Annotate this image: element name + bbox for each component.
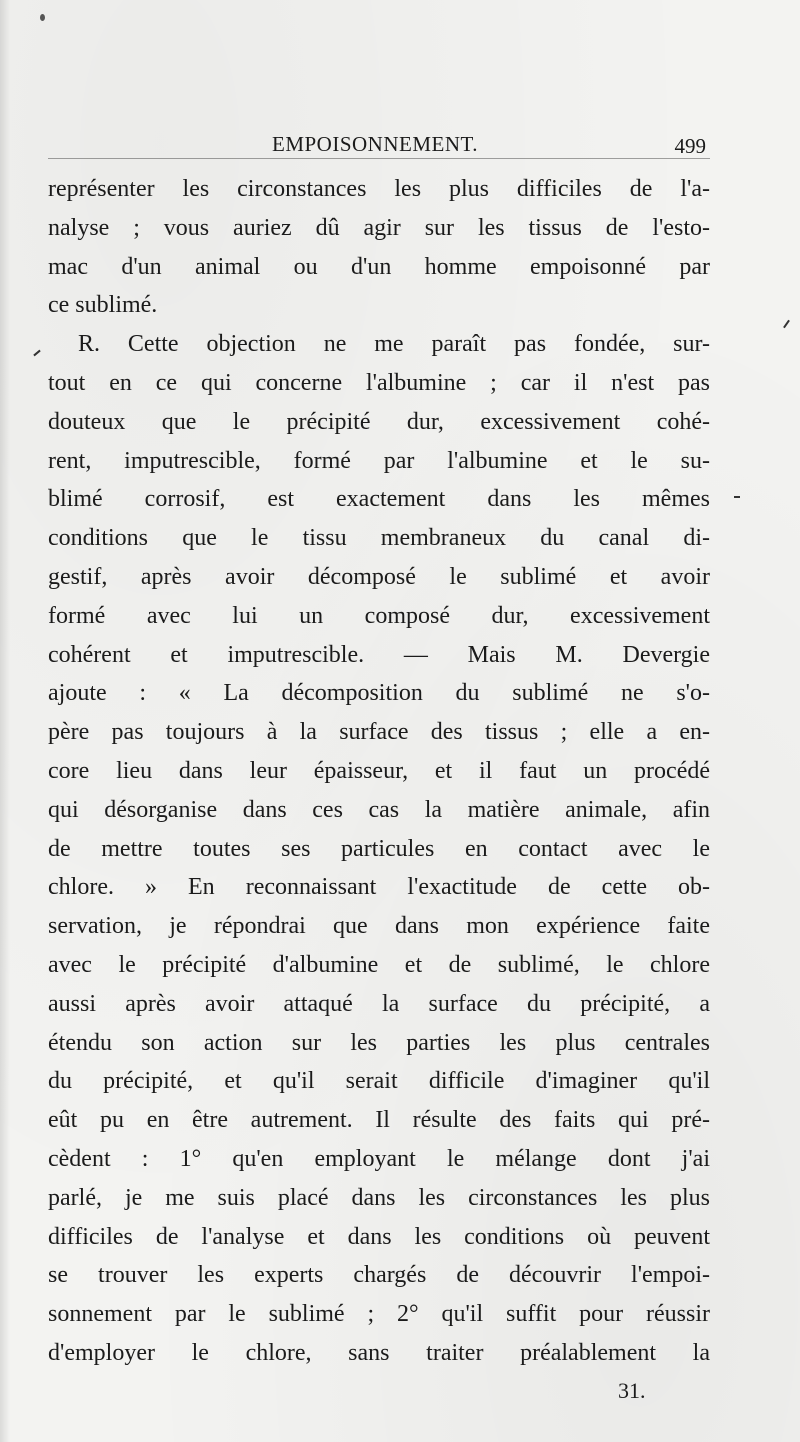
text-line: du précipité, et qu'il serait difficile d'imaginer qu'il	[48, 1068, 710, 1095]
text-line: core lieu dans leur épaisseur, et il faut un procédé	[48, 757, 710, 784]
text-line: d'employer le chlore, sans traiter préalablement la	[48, 1339, 710, 1366]
body-text	[48, 170, 710, 1373]
signature-mark: 31.	[618, 1378, 646, 1403]
text-line: conditions que le tissu membraneux du canal di-	[48, 525, 710, 552]
page-edge-shadow	[0, 0, 10, 1442]
text-line: père pas toujours à la surface des tissus ; elle a en-	[48, 719, 710, 746]
text-line: représenter les circonstances les plus difficiles de l'a-	[48, 176, 710, 202]
ink-speck	[40, 14, 45, 21]
text-line: ajoute : « La décomposition du sublimé ne s'o-	[48, 680, 710, 707]
text-line: chlore. » En reconnaissant l'exactitude de cette ob-	[48, 874, 710, 901]
page-number: 499	[674, 134, 706, 158]
text-line: blimé corrosif, est exactement dans les mêmes	[48, 486, 710, 513]
header-rule	[48, 158, 710, 159]
text-line: étendu son action sur les parties les plus centrales	[48, 1029, 710, 1056]
text-line: de mettre toutes ses particules en contact avec le	[48, 835, 710, 862]
text-line: qui désorganise dans ces cas la matière animale, afin	[48, 796, 710, 823]
text-line: avec le précipité d'albumine et de sublimé, le chlore	[48, 951, 710, 978]
text-line: aussi après avoir attaqué la surface du précipité, a	[48, 990, 710, 1017]
text-line: ce sublimé.	[48, 292, 158, 319]
text-line: mac d'un animal ou d'un homme empoisonné par	[48, 253, 710, 280]
margin-mark	[734, 496, 740, 498]
text-line: gestif, après avoir décomposé le sublimé et avoir	[48, 563, 710, 590]
text-line: difficiles de l'analyse et dans les conditions où peuvent	[48, 1223, 710, 1250]
text-line: cohérent et imputrescible. — Mais M. Devergie	[48, 641, 710, 668]
text-line: rent, imputrescible, formé par l'albumine et le su-	[48, 447, 710, 474]
text-line: servation, je répondrai que dans mon expérience faite	[48, 913, 710, 940]
text-line: eût pu en être autrement. Il résulte des faits qui pré-	[48, 1107, 710, 1134]
text-line: cèdent : 1° qu'en employant le mélange dont j'ai	[48, 1145, 710, 1172]
margin-mark	[783, 320, 790, 329]
text-line: tout en ce qui concerne l'albumine ; car il n'est pas	[48, 369, 710, 396]
running-header	[48, 128, 710, 162]
text-line: sonnement par le sublimé ; 2° qu'il suffit pour réussir	[48, 1301, 710, 1328]
running-title: EMPOISONNEMENT.	[272, 132, 479, 156]
text-line: se trouver les experts chargés de découvrir l'empoi-	[48, 1262, 710, 1289]
text-line: parlé, je me suis placé dans les circonstances les plus	[48, 1184, 710, 1211]
text-line: nalyse ; vous auriez dû agir sur les tissus de l'esto-	[48, 214, 710, 241]
text-line: formé avec lui un composé dur, excessivement	[48, 602, 710, 629]
margin-mark	[33, 350, 40, 357]
text-line: R. Cette objection ne me paraît pas fondée, sur-	[78, 331, 710, 358]
text-line: douteux que le précipité dur, excessivement cohé-	[48, 408, 710, 435]
